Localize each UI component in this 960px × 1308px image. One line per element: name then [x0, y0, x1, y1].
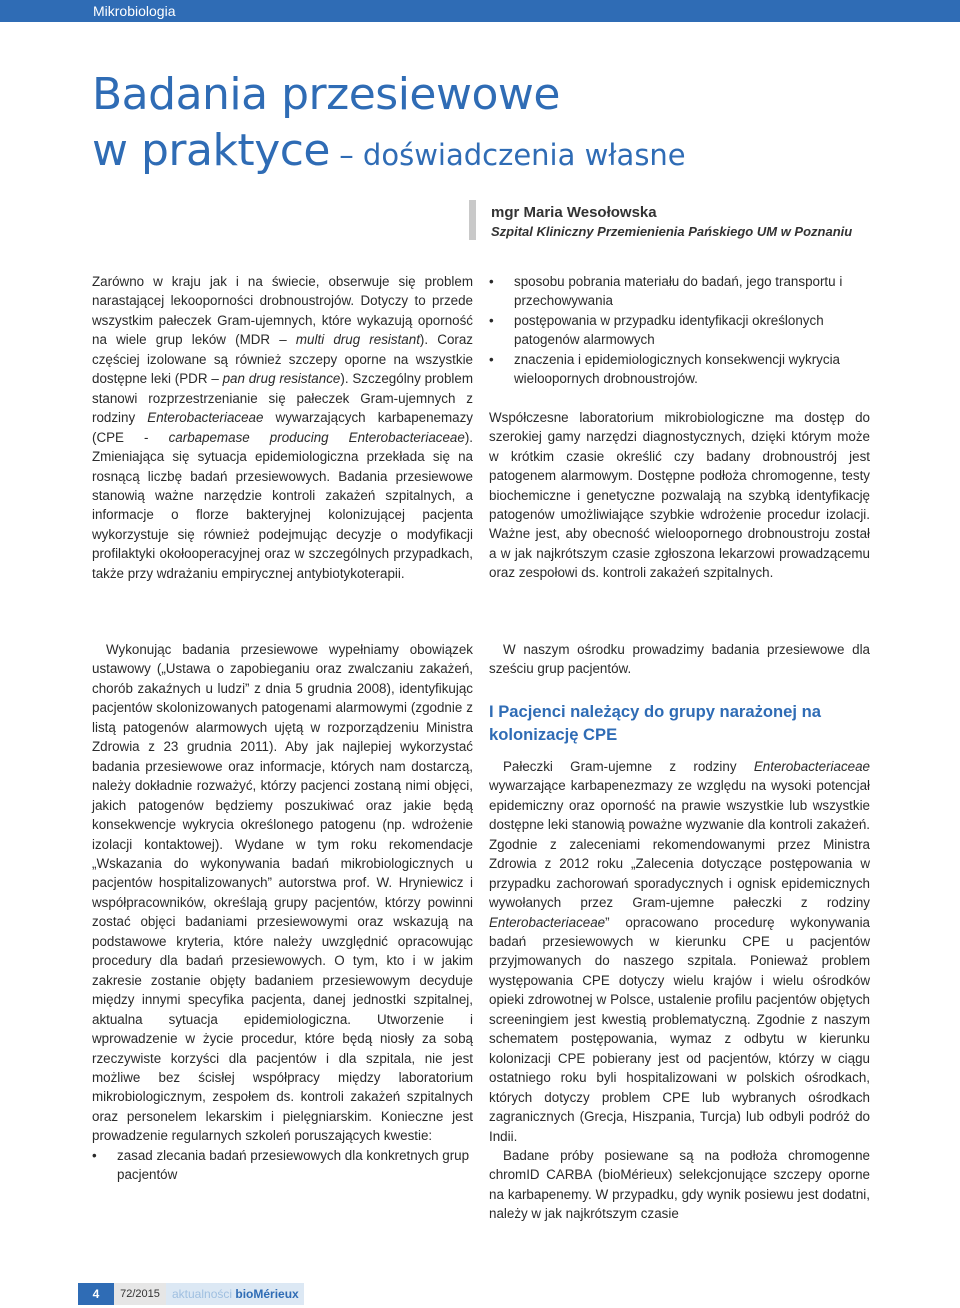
title-main: w praktyce: [92, 125, 330, 176]
list-item-text: znaczenia i epidemiologicznych konsekwencji wykrycia wieloopornych drobnoustrojów.: [514, 351, 840, 387]
issue-number: 72/2015: [114, 1283, 166, 1305]
list-item: [489, 272, 870, 311]
text-run: wywarzające karbapenezmazy ze względu na wysoki potencjał epidemiczny oraz oporność na prawie wszystkie lub wszystkie dostępne leki stanowią poważne wyzwanie dla kontroli zakażeń. Zgodnie z zaleceniami rekomendowanymi przez Ministra Zdrowia z 2012 roku „Zalecenia dotyczące postępowania w przypadku zachorowań sporadycznych i ognisk epidemicznych wywołanych przez Gram-ujemne pałeczki z rodziny: [489, 778, 870, 911]
italic-term: carbapemase producing Enterobacteriaceae: [168, 429, 465, 445]
right-column-top: [489, 272, 870, 583]
author-divider: [469, 200, 476, 240]
right-column-bottom: [489, 640, 870, 1224]
list-item: [92, 1146, 473, 1185]
article-title: [92, 67, 686, 183]
training-topics-list-continued: [489, 272, 870, 389]
author-name: mgr Maria Wesołowska: [491, 204, 657, 221]
italic-term: Enterobacteriaceae: [753, 758, 870, 774]
text-run: ” opracowano procedurę wykonywania badań przesiewowych w kierunku CPE u pacjentów przyjmowanych do naszego szpitala. Ponieważ problem występowania CPE dotyczy wielu krajów i wielu ośrodków opieki zdrowotnej w Polsce, ustalenie profilu pacjentów objętych screeningiem jest kwestią problematyczną. Zgodnie z naszym schematem postępowania, wymaz z odbytu w kierunku kolonizacji CPE pobierany jest od pacjentów, którzy w ciągu ostatniego roku byli hospitalizowani w polskich ośrodkach, których dotyczy problem CPE lub wybranych ośrodkach zagranicznych (Grecja, Hiszpania, Turcja) lub odbyli podróż do Indii.: [489, 914, 870, 1144]
page-footer: [78, 1283, 304, 1305]
italic-term: multi drug resistant: [295, 332, 420, 348]
bullet-icon: •: [489, 312, 494, 328]
body-paragraph: Wykonując badania przesiewowe wypełniamy obowiązek ustawowy („Ustawa o zapobieganiu oraz zwalczaniu zakażeń, chorób zakaźnych u ludzi” z dnia 5 grudnia 2008), identyfikując pacjentów skolonizowanych patogenami alarmowymi (zgodnie z listą patogenów alarmowych ujętą w rozporządzeniu Ministra Zdrowia z 23 grudnia 2011). Aby jak najlepiej wykorzystać badania przesiewowe oraz informacje, których nam dostarczą, należy dokładnie rozważyć, którzy pacjenci zostaną nimi objęci, jakich patogenów będziemy poszukiwać oraz jakie będą konsekwencje wykrycia określonego patogenu (np. wdrożenie izolacji kontaktowej). Wydane w tym roku rekomendacje „Wskazania do wykonywania badań mikrobiologicznych u pacjentów hospitalizowanych” autorstwa prof. W. Hryniewicz i współpracowników, określają grupy pacjentów, którzy powinni zostać objęci badaniami przesiewowymi oraz wskazują na podstawowe kryteria, które należy uwzględnić opracowując procedury dla badań przesiewowych. O tym, kto i w jakim zakresie zostanie objęty badaniem przesiewowym decyduje między innymi specyfika pacjenta, danej jednostki szpitalnej, aktualna sytuacja epidemiologiczna. Utworzenie i wprowadzenie w życie procedur, które będą niosły za sobą rzeczywiste korzyści dla pacjentów i dla szpitala, nie jest możliwe bez ścisłej współpracy między laboratorium mikrobiologicznym, zespołem ds. kontroli zakażeń szpitalnych oraz personelem lekarskim i pielęgniarskim. Konieczne jest prowadzenie regularnych szkoleń poruszających kwestie:: [92, 642, 473, 1144]
list-item-text: zasad zlecania badań przesiewowych dla konkretnych grup pacjentów: [117, 1147, 470, 1183]
italic-term: Enterobacteriaceae: [147, 410, 264, 426]
left-column-top: [92, 272, 473, 583]
bullet-icon: •: [489, 274, 494, 289]
page-number: 4: [78, 1283, 114, 1305]
section-header-bar: [0, 0, 960, 22]
intro-paragraph: [92, 272, 473, 583]
body-paragraph: [489, 757, 870, 1146]
italic-term: pan drug resistance: [222, 371, 341, 387]
brand-bold-text: bioMérieux: [235, 1287, 299, 1301]
body-paragraph: Badane próby posiewane są na podłoża chromogenne chromID CARBA (bioMérieux) selekcjonujące szczepy oporne na karbapenemy. W przypadku, gdy wynik posiewu jest dodatni, należy w jak najkrótszym czasie: [489, 1147, 870, 1222]
bullet-icon: •: [489, 351, 494, 367]
publication-brand: [166, 1283, 304, 1305]
body-paragraph: W naszym ośrodku prowadzimy badania przesiewowe dla sześciu grup pacjentów.: [489, 642, 870, 677]
title-line-2: [92, 123, 686, 183]
training-topics-list: [92, 1146, 473, 1185]
list-item: [489, 311, 870, 350]
left-column-bottom: [92, 640, 473, 1185]
title-line-1: Badania przesiewowe: [92, 69, 560, 120]
bullet-icon: •: [92, 1147, 97, 1163]
section-label: Mikrobiologia: [93, 3, 176, 19]
body-paragraph: Współczesne laboratorium mikrobiologiczne ma dostęp do szerokiej gamy narzędzi diagnostycznych, dzięki którym może w krótkim czasie określić czy badany drobnoustrój jest patogenem alarmowym. Dostępne podłoża chromogenne, testy biochemiczne i genetyczne pozwalają na szybką identyfikację patogenów umożliwiające szybkie wdrożenie procedur izolacji. Ważne jest, aby obecność wieloopornego drobnoustroju został a w jak najkrótszym czasie zgłoszona lekarzowi prowadzącemu oraz zespołowi ds. kontroli zakażeń szpitalnych.: [489, 409, 870, 581]
text-run: wywarzających karbapenemazy (CPE -: [92, 410, 473, 445]
text-run: Pałeczki Gram-ujemne z rodziny: [503, 758, 754, 774]
author-affiliation: Szpital Kliniczny Przemienienia Pańskiego UM w Poznaniu: [491, 224, 853, 239]
text-run: ). Szczególny problem stanowi rozprzestrzenianie się pałeczek Gram-ujemnych z rodziny: [92, 371, 473, 426]
italic-term: Enterobacteriaceae: [489, 914, 606, 930]
text-run: ). Zmieniająca się sytuacja epidemiologiczna przekłada się na rosnącą liczbę badań przesiewowych. Badania przesiewowe stanowią ważne narzędzie kontroli zakażeń szpitalnych, a informacje o florze bakteryjnej kolonizującej pacjenta wykorzystuje się również podejmując decyzje o modyfikacji profilaktyki okołooperacyjnej oraz w szczególnych przypadkach, także przy wdrażaniu empirycznej antybiotykoterapii.: [92, 429, 473, 581]
list-item-text: sposobu pobrania materiału do badań, jego transportu i przechowywania: [514, 274, 843, 309]
section-heading: I Pacjenci należący do grupy narażonej na kolonizację CPE: [489, 701, 821, 744]
list-item: [489, 350, 870, 389]
text-run: Zarówno w kraju jak i na świecie, obserwuje się problem narastającej lekooporności drobnoustrojów. Dotyczy to przede wszystkim pałeczek Gram-ujemnych, które wykazują oporność na wiele grup leków (MDR –: [92, 274, 473, 348]
brand-light-text: aktualności: [172, 1287, 236, 1301]
list-item-text: postępowania w przypadku identyfikacji określonych patogenów alarmowych: [514, 312, 824, 348]
text-run: ). Coraz częściej izolowane są również szczepy oporne na wszystkie dostępne leki (PDR –: [92, 332, 473, 387]
title-subtitle: – doświadczenia własne: [330, 138, 686, 172]
